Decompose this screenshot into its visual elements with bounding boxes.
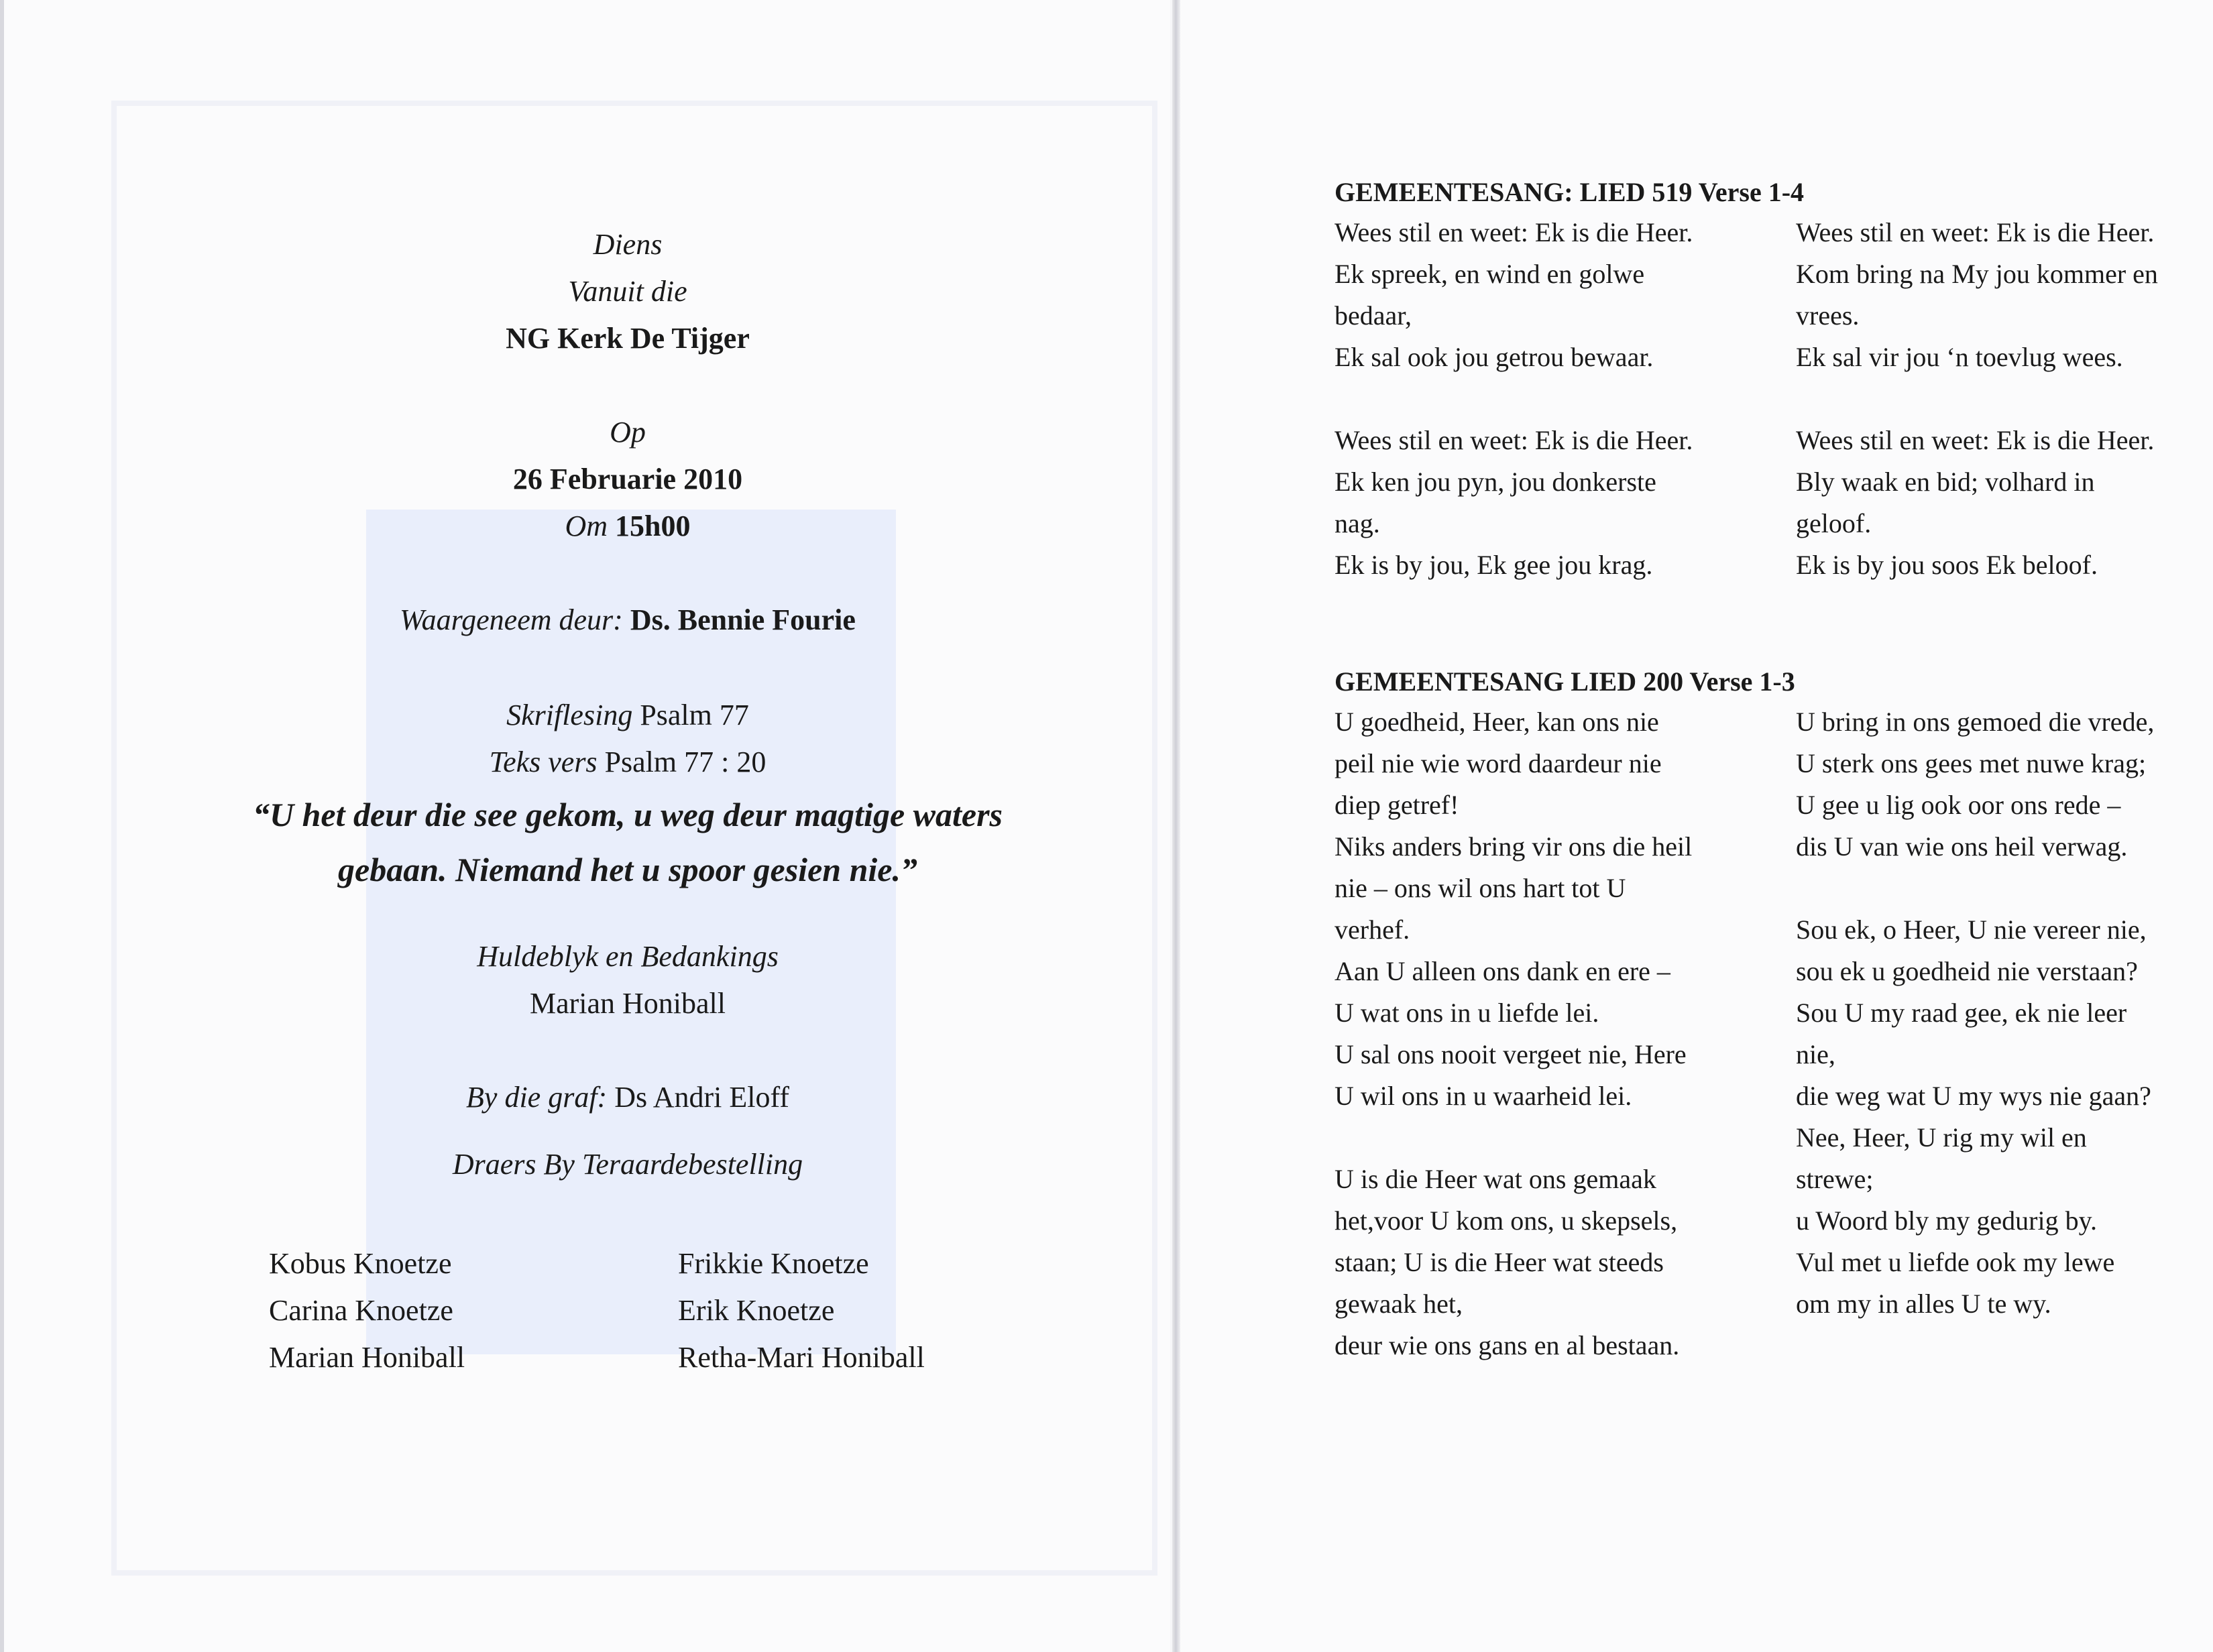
scripture-quote-line-1: “U het deur die see gekom, u weg deur magtige waters xyxy=(253,796,1003,833)
scripture-line xyxy=(205,692,1050,739)
verse-line: U wil ons in u waarheid lei. xyxy=(1335,1081,1632,1111)
bearers-heading: Draers By Teraardebestelling xyxy=(452,1148,803,1181)
verse-line: Ek spreek, en wind en golwe xyxy=(1335,259,1645,289)
verse-line: U is die Heer wat ons gemaak xyxy=(1335,1164,1656,1194)
officiant-name: Ds. Bennie Fourie xyxy=(630,603,856,636)
verse-line: Nee, Heer, U rig my wil en xyxy=(1796,1122,2087,1153)
hymn-1-column-right xyxy=(1796,212,2213,586)
hymn-2-column-left xyxy=(1335,701,1750,1366)
bearers-column-right xyxy=(678,1240,1007,1381)
graveside-line xyxy=(205,1074,1050,1121)
service-date: 26 Februarie 2010 xyxy=(512,463,743,495)
service-time: 15h00 xyxy=(615,510,691,542)
service-details xyxy=(205,221,1050,1188)
verse-line: staan; U is die Heer wat steeds xyxy=(1335,1247,1664,1277)
verse-line: verhef. xyxy=(1335,914,1410,945)
service-time-line xyxy=(205,503,1050,550)
verse-line: Vul met u liefde ook my lewe xyxy=(1796,1247,2115,1277)
verse-line: om my in alles U te wy. xyxy=(1796,1289,2051,1319)
hymn-2-title: GEMEENTESANG LIED 200 Verse 1-3 xyxy=(1335,666,1795,697)
verse-line: Ek is by jou soos Ek beloof. xyxy=(1796,550,2098,580)
verse-line: Wees stil en weet: Ek is die Heer. xyxy=(1796,217,2155,247)
verse-line: nie, xyxy=(1796,1039,1835,1069)
bearer-name: Frikkie Knoetze xyxy=(678,1247,869,1280)
hymn-verse xyxy=(1796,909,2213,1325)
graveside-label: By die graf: xyxy=(466,1081,608,1114)
verse-line: Bly waak en bid; volhard in xyxy=(1796,467,2095,497)
tribute-name: Marian Honiball xyxy=(529,987,726,1020)
verse-line: vrees. xyxy=(1796,300,1860,331)
hymn-2-column-right xyxy=(1796,701,2213,1366)
officiant-line xyxy=(205,597,1050,644)
page-fold xyxy=(1172,0,1180,1652)
verse-line: bedaar, xyxy=(1335,300,1412,331)
verse-line: Ek ken jou pyn, jou donkerste xyxy=(1335,467,1656,497)
verse-line: Niks anders bring vir ons die heil xyxy=(1335,831,1693,862)
verse-line: Wees stil en weet: Ek is die Heer. xyxy=(1335,425,1693,455)
verse-line: U wat ons in u liefde lei. xyxy=(1335,998,1599,1028)
om-label: Om xyxy=(565,510,608,542)
verse-line: nag. xyxy=(1335,508,1380,538)
scripture-quote-line-2: gebaan. Niemand het u spoor gesien nie.” xyxy=(338,851,917,888)
scripture-label: Skriflesing xyxy=(506,699,633,731)
text-verse-line xyxy=(205,739,1050,786)
verse-line: U sal ons nooit vergeet nie, Here xyxy=(1335,1039,1687,1069)
verse-line: Sou U my raad gee, ek nie leer xyxy=(1796,998,2127,1028)
verse-line: dis U van wie ons heil verwag. xyxy=(1796,831,2128,862)
bearer-name: Retha-Mari Honiball xyxy=(678,1341,925,1374)
verse-line: Wees stil en weet: Ek is die Heer. xyxy=(1796,425,2155,455)
verse-line: nie – ons wil ons hart tot U xyxy=(1335,873,1626,903)
verse-line: U bring in ons gemoed die vrede, xyxy=(1796,707,2155,737)
hymn-1-title: GEMEENTESANG: LIED 519 Verse 1-4 xyxy=(1335,177,1805,207)
verse-line: Aan U alleen ons dank en ere – xyxy=(1335,956,1670,986)
officiant-label: Waargeneem deur: xyxy=(400,603,623,636)
verse-line: Sou ek, o Heer, U nie vereer nie, xyxy=(1796,914,2147,945)
hymn-verse xyxy=(1335,420,1750,586)
hymn-verse xyxy=(1796,420,2213,586)
verse-line: Kom bring na My jou kommer en xyxy=(1796,259,2158,289)
verse-line: u Woord bly my gedurig by. xyxy=(1796,1205,2097,1236)
verse-line: sou ek u goedheid nie verstaan? xyxy=(1796,956,2138,986)
verse-line: strewe; xyxy=(1796,1164,1874,1194)
verse-line: Ek sal ook jou getrou bewaar. xyxy=(1335,342,1654,372)
verse-line: peil nie wie word daardeur nie xyxy=(1335,748,1662,778)
hymn-2-verses xyxy=(1335,701,2200,1366)
hymn-verse xyxy=(1796,212,2213,378)
hymn-verse xyxy=(1335,212,1750,378)
vanuit-die-label: Vanuit die xyxy=(568,275,687,308)
bearers-column-left xyxy=(269,1240,678,1381)
bearer-name: Kobus Knoetze xyxy=(269,1247,452,1280)
verse-line: die weg wat U my wys nie gaan? xyxy=(1796,1081,2151,1111)
hymn-verse xyxy=(1335,1159,1750,1366)
hymn-verse xyxy=(1335,701,1750,1117)
church-name: NG Kerk De Tijger xyxy=(506,322,750,355)
graveside-name: Ds Andri Eloff xyxy=(614,1081,789,1114)
hymn-1-column-left xyxy=(1335,212,1750,586)
op-label: Op xyxy=(610,416,646,449)
verse-line: U goedheid, Heer, kan ons nie xyxy=(1335,707,1659,737)
verse-line: deur wie ons gans en al bestaan. xyxy=(1335,1330,1680,1360)
verse-line: gewaak het, xyxy=(1335,1289,1463,1319)
tribute-label: Huldeblyk en Bedankings xyxy=(477,940,779,973)
bearers-list xyxy=(269,1240,1007,1381)
hymn-1-verses xyxy=(1335,212,2200,586)
verse-line: Ek sal vir jou ‘n toevlug wees. xyxy=(1796,342,2123,372)
verse-line: U sterk ons gees met nuwe krag; xyxy=(1796,748,2147,778)
bearer-name: Carina Knoetze xyxy=(269,1294,453,1327)
scripture-value: Psalm 77 xyxy=(640,699,749,731)
verse-line: diep getref! xyxy=(1335,790,1459,820)
hymns xyxy=(1335,176,2200,1366)
text-verse-label: Teks vers xyxy=(489,746,598,778)
verse-line: Ek is by jou, Ek gee jou krag. xyxy=(1335,550,1653,580)
text-verse-value: Psalm 77 : 20 xyxy=(604,746,767,778)
bearer-name: Marian Honiball xyxy=(269,1341,465,1374)
verse-line: Wees stil en weet: Ek is die Heer. xyxy=(1335,217,1693,247)
verse-line: het,voor U kom ons, u skepsels, xyxy=(1335,1205,1678,1236)
verse-line: geloof. xyxy=(1796,508,1872,538)
bearer-name: Erik Knoetze xyxy=(678,1294,835,1327)
hymn-verse xyxy=(1796,701,2213,868)
diens-label: Diens xyxy=(593,228,663,261)
verse-line: U gee u lig ook oor ons rede – xyxy=(1796,790,2121,820)
